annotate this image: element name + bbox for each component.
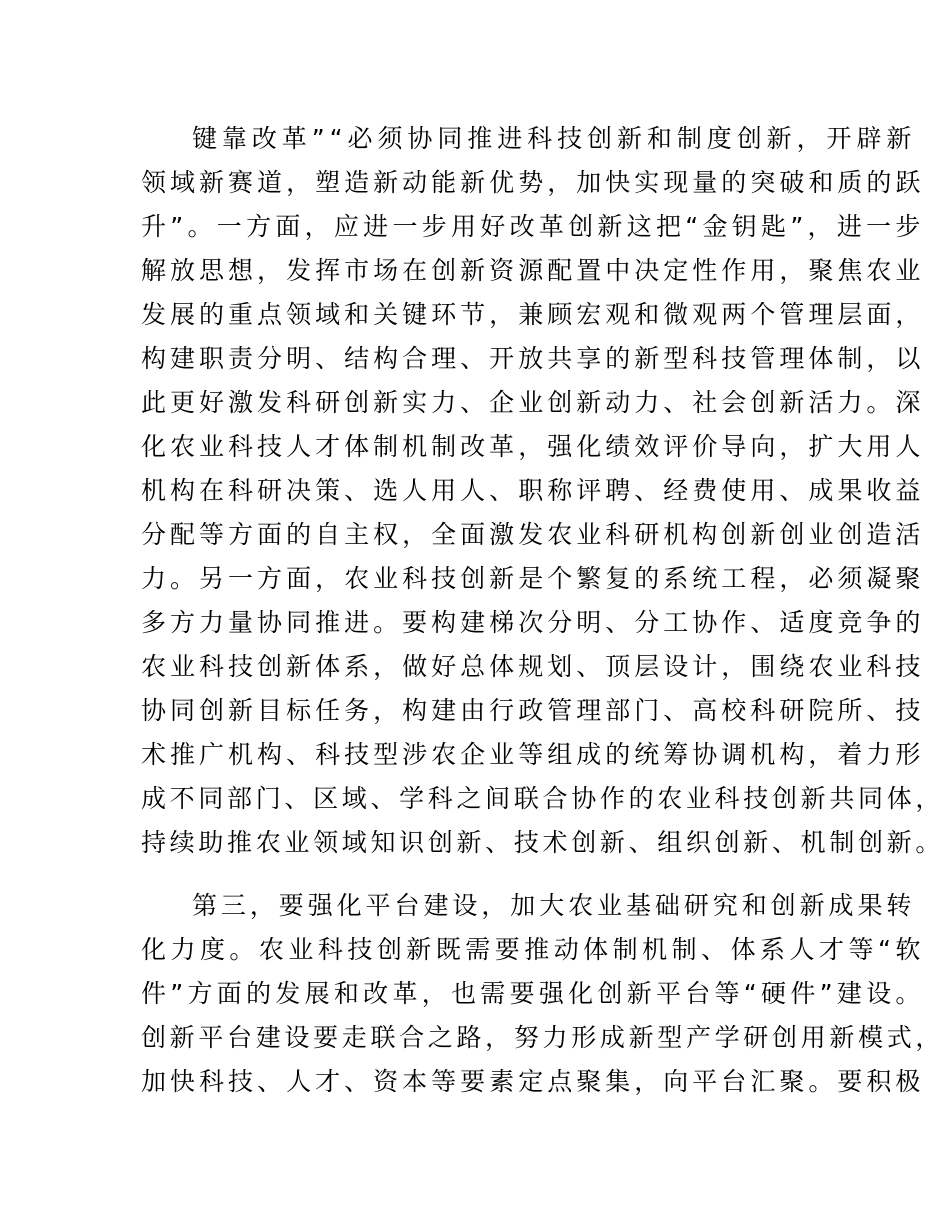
paragraph-1-line-13: 农业科技创新体系，做好总体规划、顶层设计，围绕农业科技	[141, 652, 925, 681]
paragraph-2-line-1: 第三，要强化平台建设，加大农业基础研究和创新成果转	[192, 891, 916, 920]
paragraph-2-line-4: 创新平台建设要走联合之路，努力形成新型产学研创用新模式，	[141, 1023, 945, 1052]
paragraph-1-line-8: 化农业科技人才体制机制改革，强化绩效评价导向，扩大用人	[141, 432, 925, 461]
paragraph-1-line-1: 键靠改革”“必须协同推进科技创新和制度创新，开辟新	[192, 124, 917, 153]
paragraph-1-line-9: 机构在科研决策、选人用人、职称评聘、经费使用、成果收益	[141, 476, 925, 505]
paragraph-1-line-10: 分配等方面的自主权，全面激发农业科研机构创新创业创造活	[141, 520, 925, 549]
paragraph-1-line-3: 升”。一方面，应进一步用好改革创新这把“金钥匙”，进一步	[141, 212, 925, 241]
paragraph-1-line-11: 力。另一方面，农业科技创新是个繁复的系统工程，必须凝聚	[141, 564, 925, 593]
paragraph-1-line-5: 发展的重点领域和关键环节，兼顾宏观和微观两个管理层面，	[141, 300, 925, 329]
paragraph-1-line-15: 术推广机构、科技型涉农企业等组成的统筹协调机构，着力形	[141, 740, 925, 769]
paragraph-1-line-16: 成不同部门、区域、学科之间联合协作的农业科技创新共同体，	[141, 784, 945, 813]
paragraph-2-line-5: 加快科技、人才、资本等要素定点聚集，向平台汇聚。要积极	[141, 1067, 925, 1096]
paragraph-1-line-17: 持续助推农业领域知识创新、技术创新、组织创新、机制创新。	[141, 828, 945, 857]
paragraph-1-line-12: 多方力量协同推进。要构建梯次分明、分工协作、适度竞争的	[141, 608, 925, 637]
paragraph-2-line-3: 件”方面的发展和改革，也需要强化创新平台等“硬件”建设。	[141, 979, 925, 1008]
paragraph-1-line-4: 解放思想，发挥市场在创新资源配置中决定性作用，聚焦农业	[141, 256, 925, 285]
paragraph-1-line-2: 领域新赛道，塑造新动能新优势，加快实现量的突破和质的跃	[141, 168, 925, 197]
paragraph-2-line-2: 化力度。农业科技创新既需要推动体制机制、体系人才等“软	[141, 935, 925, 964]
paragraph-1-line-6: 构建职责分明、结构合理、开放共享的新型科技管理体制，以	[141, 344, 925, 373]
paragraph-1-line-7: 此更好激发科研创新实力、企业创新动力、社会创新活力。深	[141, 388, 925, 417]
paragraph-1-line-14: 协同创新目标任务，构建由行政管理部门、高校科研院所、技	[141, 696, 925, 725]
